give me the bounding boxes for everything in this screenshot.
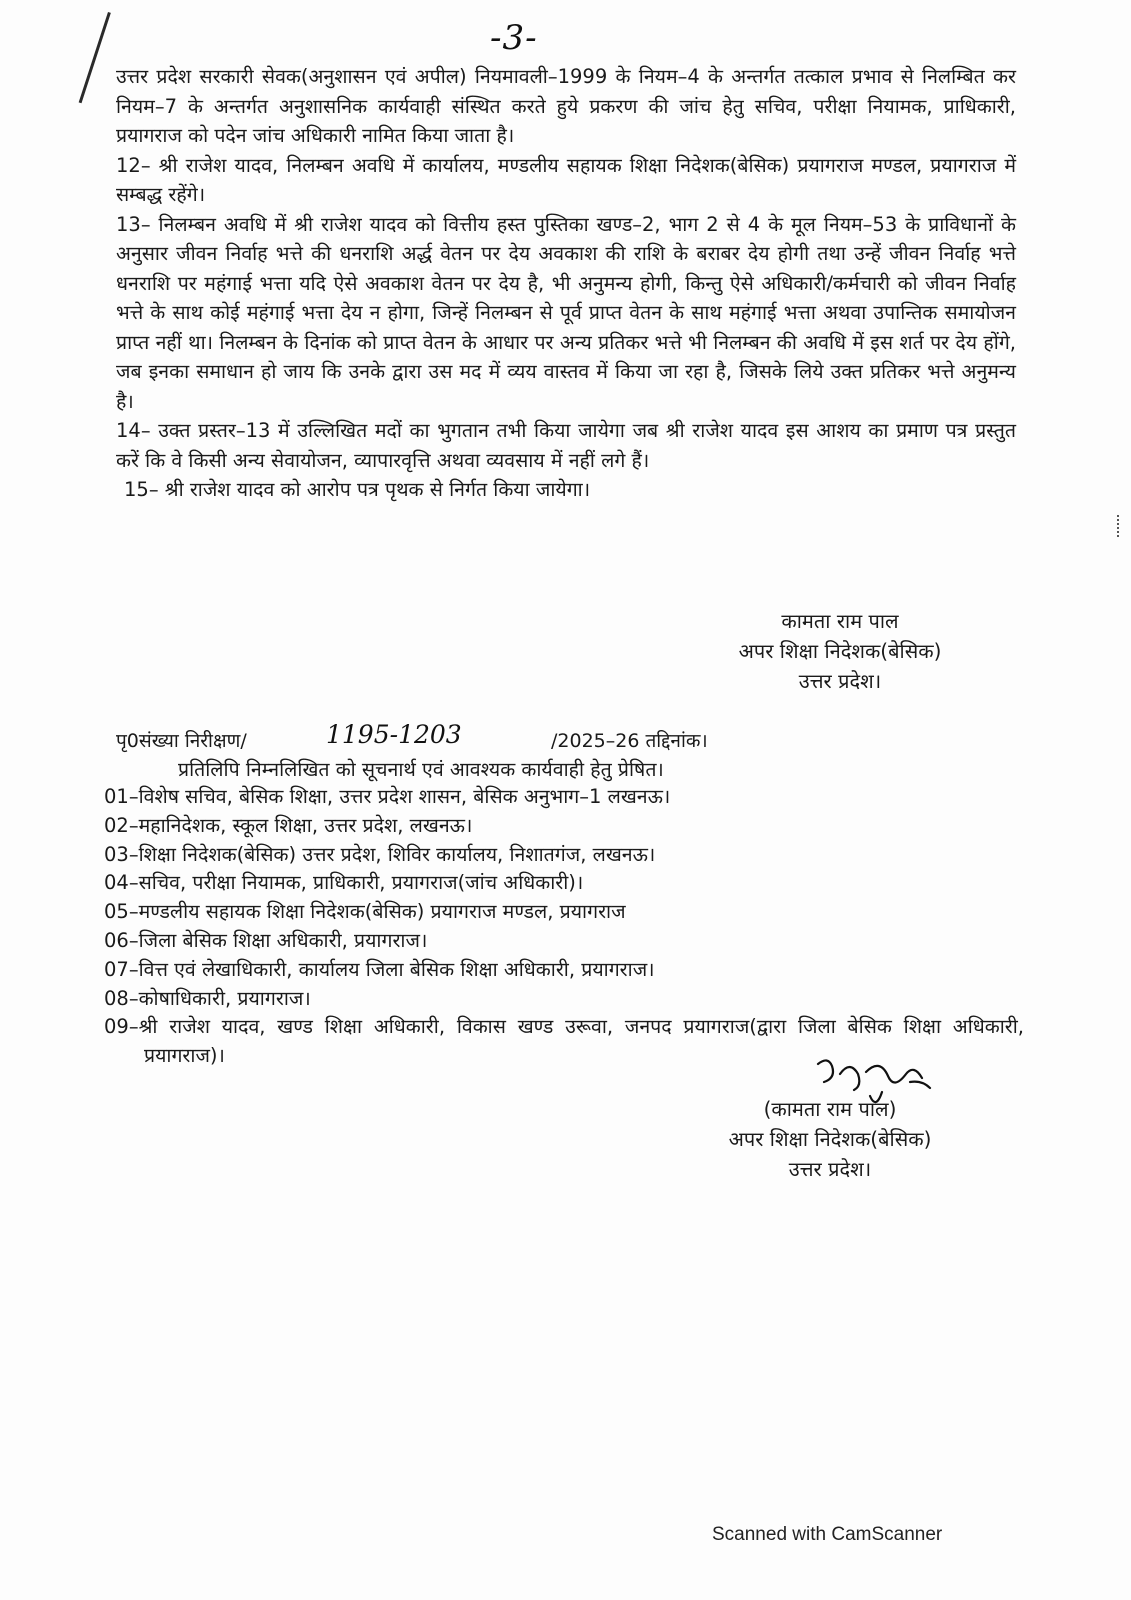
paragraph-continuation: उत्तर प्रदेश सरकारी सेवक(अनुशासन एवं अपील) नियमावली–1999 के नियम–4 के अन्तर्गत तत्काल प्रभाव से निलम्बित कर नियम–7 के अन्तर्गत अनुशासनिक कार्यवाही संस्थित करते हुये प्रकरण की जांच हेतु सचिव, परीक्षा नियामक, प्राधिकारी, प्रयागराज को पदेन जांच अधिकारी नामित किया जाता है।	[116, 65, 1016, 147]
signatory-state: उत्तर प्रदेश।	[798, 669, 882, 693]
copy-item-09: 09–श्री राजेश यादव, खण्ड शिक्षा अधिकारी, विकास खण्ड उरूवा, जनपद प्रयागराज(द्वारा जिला बेसिक शिक्षा अधिकारी, प्रयागराज)।	[104, 1015, 1024, 1068]
copy-item-01: 01–विशेष सचिव, बेसिक शिक्षा, उत्तर प्रदेश शासन, बेसिक अनुभाग–1 लखनऊ।	[104, 785, 671, 808]
reference-year: /2025–26 तद्दिनांक।	[551, 730, 708, 752]
scan-edge-mark	[79, 12, 111, 103]
copy-item-06: 06–जिला बेसिक शिक्षा अधिकारी, प्रयागराज।	[104, 928, 428, 952]
signatory-designation: अपर शिक्षा निदेशक(बेसिक)	[738, 639, 942, 663]
signatory-designation: अपर शिक्षा निदेशक(बेसिक)	[728, 1127, 932, 1151]
paragraph-12: 12– श्री राजेश यादव, निलम्बन अवधि में कार्यालय, मण्डलीय सहायक शिक्षा निदेशक(बेसिक) प्रयागराज मण्डल, प्रयागराज में सम्बद्ध रहेंगे।	[116, 153, 1016, 206]
copy-item-03: 03–शिक्षा निदेशक(बेसिक) उत्तर प्रदेश, शिविर कार्यालय, निशातगंज, लखनऊ।	[104, 842, 656, 866]
copy-list	[104, 783, 1024, 1071]
copy-item-07: 07–वित्त एवं लेखाधिकारी, कार्यालय जिला बेसिक शिक्षा अधिकारी, प्रयागराज।	[104, 957, 655, 981]
paragraph-15: 15– श्री राजेश यादव को आरोप पत्र पृथक से निर्गत किया जायेगा।	[124, 478, 591, 501]
paragraph-14: 14– उक्त प्रस्तर–13 में उल्लिखित मदों का भुगतान तभी किया जायेगा जब श्री राजेश यादव इस आशय का प्रमाण पत्र प्रस्तुत करें कि वे किसी अन्य सेवायोजन, व्यापारवृत्ति अथवा व्यवसाय में नहीं लगे हैं।	[116, 419, 1016, 472]
signatory-name: कामता राम पाल	[781, 609, 899, 633]
reference-number-handwritten: 1195-1203	[326, 720, 462, 749]
copy-intro: प्रतिलिपि निम्नलिखित को सूचनार्थ एवं आवश्यक कार्यवाही हेतु प्रेषित।	[178, 758, 664, 781]
copy-item-05: 05–मण्डलीय सहायक शिक्षा निदेशक(बेसिक) प्रयागराज मण्डल, प्रयागराज	[104, 900, 626, 924]
scan-edge-dots	[1117, 515, 1123, 537]
signatory-name: (कामता राम पाल)	[763, 1097, 897, 1121]
signature-block-bottom	[680, 1094, 980, 1184]
page-number: -3-	[490, 18, 538, 58]
paragraph-13: 13– निलम्बन अवधि में श्री राजेश यादव को वित्तीय हस्त पुस्तिका खण्ड–2, भाग 2 से 4 के मूल नियम–53 के प्राविधानों के अनुसार जीवन निर्वाह भत्ते की धनराशि अर्द्ध वेतन पर देय अवकाश की राशि के बराबर देय होगी तथा उन्हें जीवन निर्वाह भत्ते धनराशि पर महंगाई भत्ता यदि ऐसे अवकाश वेतन पर देय है, भी अनुमन्य होगी, किन्तु ऐसे अधिकारी/कर्मचारी को जीवन निर्वाह भत्ते के साथ कोई महंगाई भत्ता देय न होगा, जिन्हें निलम्बन से पूर्व प्राप्त वेतन के साथ महंगाई भत्ता अथवा उपान्तिक समायोजन प्राप्त नहीं था। निलम्बन के दिनांक को प्राप्त वेतन के आधार पर अन्य प्रतिकर भत्ते भी निलम्बन की अवधि में इस शर्त पर देय होंगे, जब इनका समाधान हो जाय कि उनके द्वारा उस मद में व्यय वास्तव में किया जा रहा है, जिसके लिये उक्त प्रतिकर भत्ते अनुमन्य है।	[116, 212, 1016, 413]
signature-block-top	[690, 606, 990, 696]
order-body	[116, 62, 1016, 505]
copy-item-04: 04–सचिव, परीक्षा नियामक, प्राधिकारी, प्रयागराज(जांच अधिकारी)।	[104, 871, 584, 895]
copy-item-02: 02–महानिदेशक, स्कूल शिक्षा, उत्तर प्रदेश, लखनऊ।	[104, 813, 473, 837]
reference-label: पृ0संख्या निरीक्षण/	[116, 730, 247, 752]
signatory-state: उत्तर प्रदेश।	[788, 1157, 872, 1181]
scanner-watermark: Scanned with CamScanner	[712, 1524, 943, 1545]
copy-item-08: 08–कोषाधिकारी, प्रयागराज।	[104, 986, 311, 1010]
